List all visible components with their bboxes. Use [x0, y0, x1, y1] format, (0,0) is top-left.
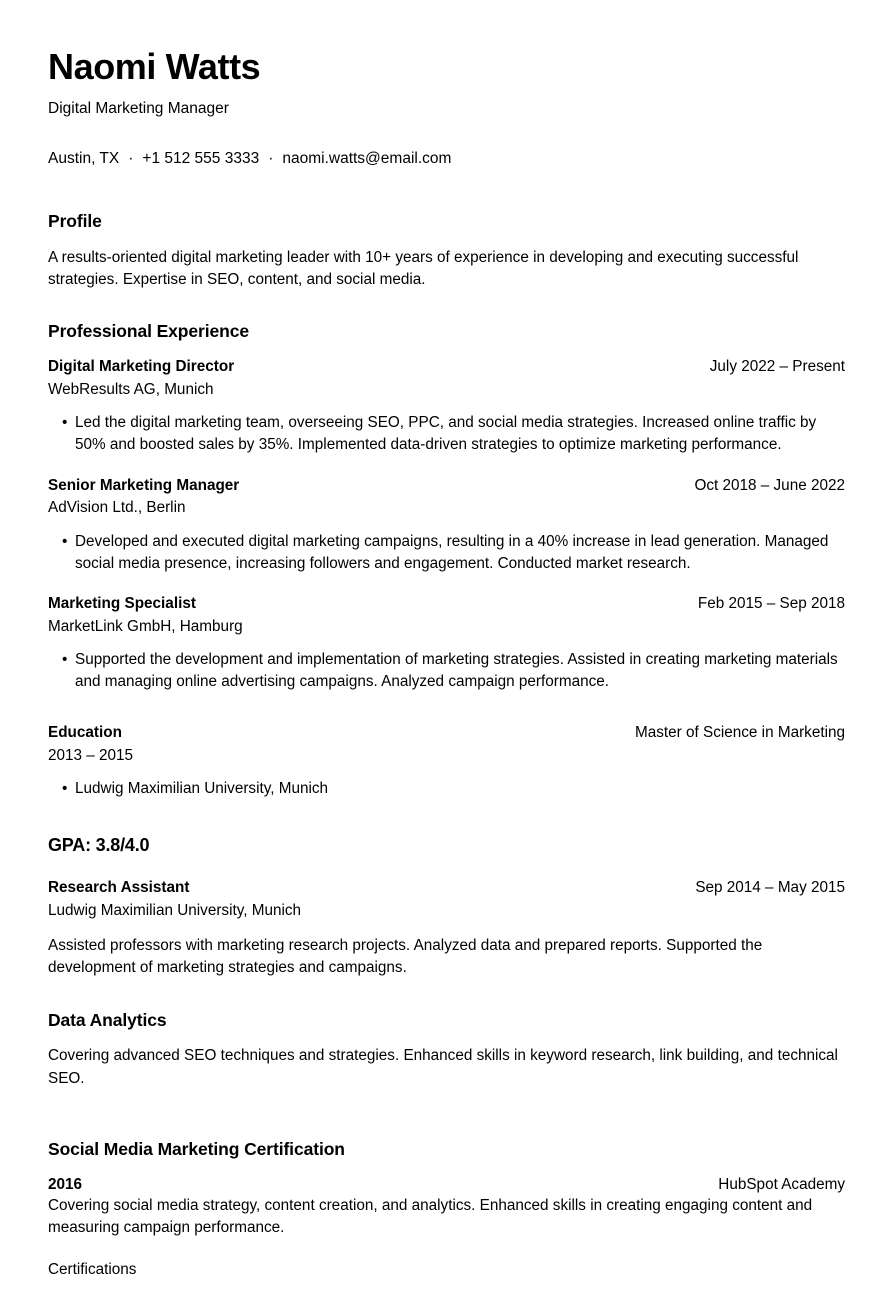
job-bullet-list — [48, 649, 845, 693]
research-description: Assisted professors with marketing research projects. Analyzed data and prepared reports. Supported the development of marketing strategies and campaigns. — [48, 937, 763, 977]
education-title: Education — [48, 724, 122, 742]
section-heading-data-analytics: Data Analytics — [48, 1009, 167, 1030]
education-years: 2013 – 2015 — [48, 747, 134, 765]
section-heading-profile: Profile — [48, 211, 102, 232]
section-heading-certification: Social Media Marketing Certification — [48, 1138, 345, 1159]
data-analytics-text: Covering advanced SEO techniques and strategies. Enhanced skills in keyword research, link building, and technical SEO. — [48, 1047, 838, 1087]
experience-entry-header — [48, 476, 845, 497]
section-education — [48, 723, 845, 800]
experience-entry-header — [48, 594, 845, 615]
list-item: • Developed and executed digital marketing campaigns, resulting in a 40% increase in lead generation. Managed social media presence, increasing followers and engagement. Conducted market research. — [48, 531, 845, 575]
resume-header — [48, 48, 845, 169]
certification-entry-header — [48, 1175, 845, 1196]
contact-email: naomi.watts@email.com — [282, 150, 452, 168]
experience-entry — [48, 357, 845, 456]
research-entry-header — [48, 878, 845, 899]
job-bullet-list — [48, 412, 845, 456]
research-institution: Ludwig Maximilian University, Munich — [48, 901, 302, 919]
section-profile — [48, 211, 845, 291]
contact-phone: +1 512 555 3333 — [142, 150, 260, 168]
job-employer: AdVision Ltd., Berlin — [48, 499, 186, 517]
certification-description: Covering social media strategy, content creation, and analytics. Enhanced skills in creating engaging content and measuring campaign performance. — [48, 1197, 813, 1237]
job-employer: WebResults AG, Munich — [48, 380, 214, 398]
contact-separator-icon: · — [268, 150, 274, 168]
spacer — [48, 1120, 845, 1139]
spacer — [48, 804, 845, 834]
education-entry-header — [48, 723, 845, 744]
experience-entry — [48, 594, 845, 693]
contact-separator-icon: · — [128, 150, 134, 168]
job-bullet-list — [48, 531, 845, 575]
section-certification — [48, 1139, 845, 1290]
list-item: • Supported the development and implementation of marketing strategies. Assisted in creating marketing materials and managing online advertising campaigns. Analyzed campaign performance. — [48, 649, 845, 693]
list-item: • Led the digital marketing team, overseeing SEO, PPC, and social media strategies. Increased online traffic by 50% and boosted sales by 35%. Implemented data-driven strategies to optimize marketing performance. — [48, 412, 845, 456]
section-heading-experience: Professional Experience — [48, 321, 249, 342]
contact-location: Austin, TX — [48, 150, 120, 168]
profile-text: A results-oriented digital marketing leader with 10+ years of experience in developing and executing successful strategies. Expertise in SEO, content, and social media. — [48, 249, 799, 289]
job-date-range: July 2022 – Present — [709, 358, 845, 376]
certification-issuer: HubSpot Academy — [718, 1175, 845, 1193]
section-experience — [48, 321, 845, 693]
list-item: • Ludwig Maximilian University, Munich — [48, 778, 845, 800]
section-research-assistant — [48, 878, 845, 979]
job-title: Digital Marketing Director — [48, 358, 235, 376]
research-date-range: Sep 2014 – May 2015 — [695, 879, 845, 897]
certifications-label: Certifications — [48, 1260, 137, 1278]
spacer — [48, 980, 845, 1010]
certification-year: 2016 — [48, 1175, 83, 1193]
candidate-name: Naomi Watts — [48, 46, 261, 87]
education-bullet-list — [48, 778, 845, 800]
research-title: Research Assistant — [48, 879, 190, 897]
job-title: Senior Marketing Manager — [48, 476, 240, 494]
education-gpa: GPA: 3.8/4.0 — [48, 834, 150, 855]
section-data-analytics — [48, 1010, 845, 1090]
contact-line — [48, 149, 845, 169]
candidate-headline: Digital Marketing Manager — [48, 99, 229, 117]
spacer — [48, 1240, 845, 1259]
job-date-range: Oct 2018 – June 2022 — [694, 476, 845, 494]
job-date-range: Feb 2015 – Sep 2018 — [697, 595, 845, 613]
experience-entry-header — [48, 357, 845, 378]
job-employer: MarketLink GmbH, Hamburg — [48, 617, 243, 635]
experience-entry — [48, 476, 845, 575]
education-degree: Master of Science in Marketing — [635, 724, 845, 742]
job-title: Marketing Specialist — [48, 595, 196, 613]
